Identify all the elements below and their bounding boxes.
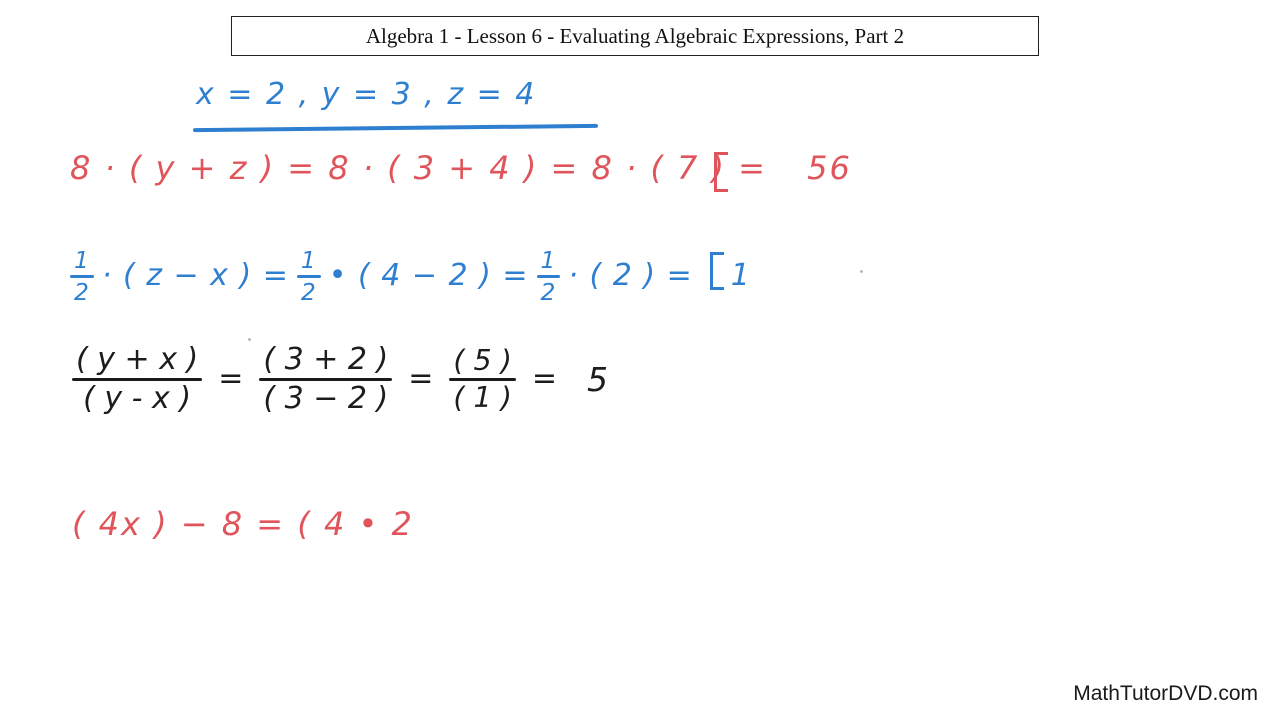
page-title: Algebra 1 - Lesson 6 - Evaluating Algebraic Expressions, Part 2 [365, 23, 905, 48]
problem-2-fraction-1 [70, 248, 94, 304]
problem-4-expression: ( 4x ) − 8 = ( 4 • 2 [72, 505, 414, 543]
problem-1-text: 8 · ( y + z ) = 8 · ( 3 + 4 ) = 8 · ( 7 ) = [70, 149, 767, 187]
problem-2-fraction-3 [537, 248, 561, 304]
problem-3-equals-1: = [218, 361, 244, 396]
lesson-title-box [231, 16, 1039, 56]
fraction-numerator: 1 [540, 246, 557, 274]
problem-2-part-c: · ( 2 ) = [568, 258, 693, 294]
given-values-underline [193, 124, 598, 132]
problem-3-equals-3: = [531, 361, 557, 396]
fraction-numerator: 1 [300, 246, 317, 274]
problem-3-equals-2: = [408, 361, 434, 396]
problem-3-fraction-2 [259, 344, 392, 414]
fraction-numerator: ( y + x ) [76, 342, 199, 377]
problem-2-expression [70, 248, 751, 304]
fraction-denominator: 2 [300, 277, 317, 306]
problem-2-answer: 1 [730, 258, 751, 294]
problem-2-answer-bracket [710, 252, 724, 290]
fraction-numerator: 1 [74, 246, 90, 274]
problem-3-expression [72, 344, 608, 414]
problem-2-part-a: · ( z − x ) = [101, 258, 289, 294]
problem-3-fraction-1 [72, 344, 202, 414]
problem-1-expression [70, 149, 852, 187]
fraction-denominator: ( 1 ) [453, 380, 512, 414]
fraction-numerator: ( 5 ) [453, 343, 512, 377]
given-values: x = 2 , y = 3 , z = 4 [196, 77, 537, 112]
brand-watermark: MathTutorDVD.com [1073, 682, 1258, 705]
stray-mark [860, 270, 863, 273]
fraction-numerator: ( 3 + 2 ) [263, 342, 389, 377]
stray-mark [248, 338, 251, 341]
fraction-denominator: ( 3 − 2 ) [263, 380, 389, 416]
fraction-denominator: ( y - x ) [83, 380, 192, 416]
problem-3-fraction-3 [449, 343, 516, 414]
problem-2-fraction-2 [297, 248, 321, 304]
fraction-denominator: 2 [74, 277, 90, 306]
problem-1-answer-bracket [714, 152, 728, 192]
fraction-denominator: 2 [540, 277, 557, 306]
problem-3-answer: 5 [587, 359, 608, 399]
problem-1-answer: 56 [807, 149, 852, 187]
problem-2-part-b: • ( 4 − 2 ) = [328, 258, 529, 294]
